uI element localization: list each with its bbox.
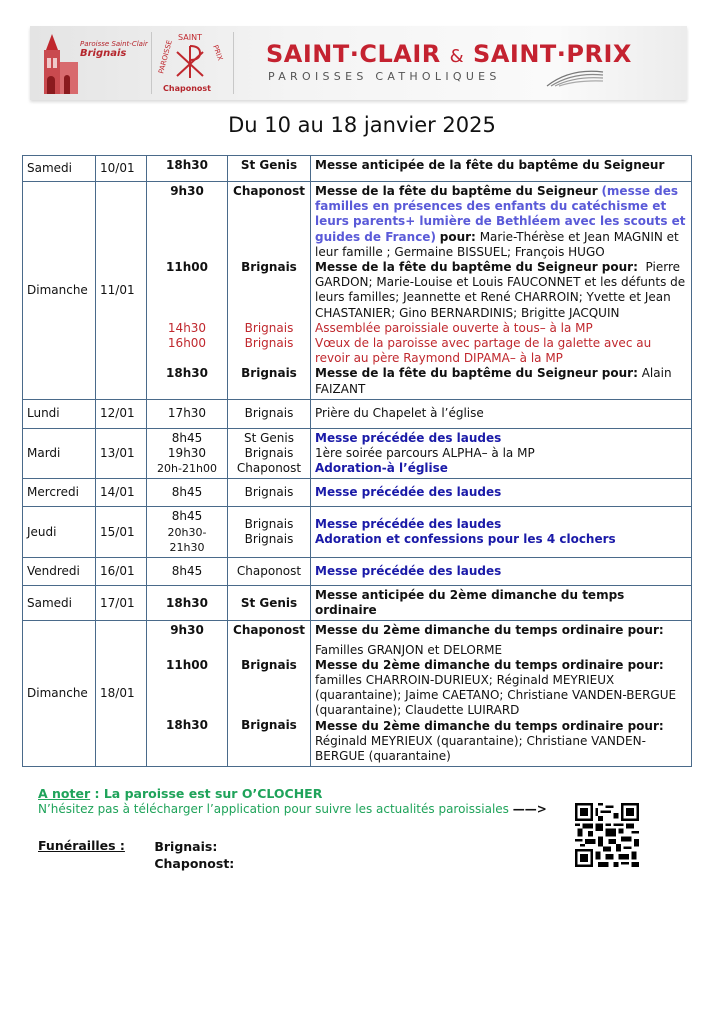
- day-cell: Samedi: [23, 156, 96, 182]
- svg-text:PAROISSE: PAROISSE: [157, 39, 174, 75]
- day-cell: Dimanche: [23, 182, 96, 400]
- saint-clair-logo: [38, 32, 148, 96]
- day-cell: Vendredi: [23, 558, 96, 586]
- place-cell: Chaponost: [228, 558, 311, 586]
- table-row: [23, 479, 692, 507]
- place-cell: St Genis Brignais Chaponost: [228, 428, 311, 479]
- notice-headline: La paroisse est sur O’CLOCHER: [103, 786, 323, 801]
- schedule-table: [22, 155, 692, 767]
- logo-left-line1: Paroisse Saint-Clair: [80, 40, 148, 48]
- place-cell: Chaponost Brignais Brignais Brignais Brignais: [228, 182, 311, 400]
- day-cell: Jeudi: [23, 507, 96, 558]
- day-cell: Lundi: [23, 399, 96, 428]
- funerals-place: Brignais:: [154, 839, 218, 854]
- date-cell: 17/01: [96, 586, 147, 621]
- funerals-label: Funérailles :: [38, 838, 125, 853]
- desc-cell: Messe anticipée du 2ème dimanche du temps ordinaire: [311, 586, 692, 621]
- logo-mid-bottom: Chaponost: [163, 84, 211, 93]
- place-cell: Chaponost Brignais Brignais: [228, 621, 311, 767]
- notice-text: N’hésitez pas à télécharger l’application pour suivre les actualités paroissiales: [38, 802, 509, 816]
- desc-cell: Messe anticipée de la fête du baptême du Seigneur: [311, 156, 692, 182]
- table-row: [23, 507, 692, 558]
- logo-left-line2: Brignais: [80, 48, 127, 59]
- funerals-block: [38, 838, 234, 872]
- time-cell: 8h45: [147, 558, 228, 586]
- place-cell: Brignais Brignais: [228, 507, 311, 558]
- desc-cell: Prière du Chapelet à l’église: [311, 399, 692, 428]
- day-cell: Mercredi: [23, 479, 96, 507]
- arrow-right-icon: ——>: [512, 802, 547, 816]
- svg-text:PRIX: PRIX: [211, 43, 225, 62]
- funerals-place: Chaponost:: [154, 856, 235, 871]
- swoosh-icon: [545, 64, 605, 88]
- notice-block: A noter : La paroisse est sur O’CLOCHER N’hésitez pas à télécharger l’application pour suivre les actualités paroissiales ——>: [38, 786, 547, 816]
- divider: [151, 32, 152, 94]
- date-cell: 18/01: [96, 621, 147, 767]
- time-cell: 9h30 11h00 14h30 16h00 18h30: [147, 182, 228, 400]
- place-cell: St Genis: [228, 156, 311, 182]
- day-cell: Samedi: [23, 586, 96, 621]
- date-cell: 13/01: [96, 428, 147, 479]
- notice-label: A noter: [38, 786, 91, 801]
- place-cell: St Genis: [228, 586, 311, 621]
- table-row: [23, 586, 692, 621]
- place-cell: Brignais: [228, 399, 311, 428]
- place-cell: Brignais: [228, 479, 311, 507]
- date-cell: 10/01: [96, 156, 147, 182]
- date-cell: 11/01: [96, 182, 147, 400]
- table-row: [23, 428, 692, 479]
- desc-cell: Messe précédée des laudes: [311, 558, 692, 586]
- date-cell: 12/01: [96, 399, 147, 428]
- table-row: [23, 182, 692, 400]
- table-row: [23, 156, 692, 182]
- time-cell: 8h45 19h30 20h-21h00: [147, 428, 228, 479]
- day-cell: Dimanche: [23, 621, 96, 767]
- time-cell: 8h45 20h30-21h30: [147, 507, 228, 558]
- brand-subtitle: PAROISSES CATHOLIQUES: [268, 70, 501, 83]
- date-cell: 14/01: [96, 479, 147, 507]
- time-cell: 18h30: [147, 156, 228, 182]
- saint-prix-logo: [155, 28, 225, 98]
- date-cell: 16/01: [96, 558, 147, 586]
- time-cell: 9h30 11h00 18h30: [147, 621, 228, 767]
- svg-text:SAINT: SAINT: [178, 33, 202, 42]
- chi-rho-icon: [155, 28, 225, 86]
- desc-cell: Messe précédée des laudes: [311, 479, 692, 507]
- date-cell: 15/01: [96, 507, 147, 558]
- table-row: [23, 621, 692, 767]
- day-cell: Mardi: [23, 428, 96, 479]
- desc-cell: Messe du 2ème dimanche du temps ordinaire pour: Familles GRANJON et DELORME Messe du 2ème dimanche du temps ordinaire pour: familles CHARROIN-DURIEUX; Réginald MEYRIEUX (quarantaine); Jaime CAETANO; Christiane VANDEN-BERGUE (quarantaine); Claudette LUIRARD Messe du 2ème dimanche du temps ordinaire pour: Réginald MEYRIEUX (quarantaine); Christiane VANDEN-BERGUE (quarantaine): [311, 621, 692, 767]
- table-row: [23, 399, 692, 428]
- time-cell: 17h30: [147, 399, 228, 428]
- desc-cell: Messe précédée des laudes 1ère soirée parcours ALPHA– à la MP Adoration-à l’église: [311, 428, 692, 479]
- brand-title: SAINT·CLAIR & SAINT·PRIX: [266, 40, 632, 68]
- time-cell: 18h30: [147, 586, 228, 621]
- qr-code-icon[interactable]: [575, 803, 639, 867]
- desc-cell: Messe de la fête du baptême du Seigneur (messe des familles en présences des enfants du catéchisme et leurs parents+ lumière de Bethléem avec les scouts et guides de France) pour: Marie-Thérèse et Jean MAGNIN et leur famille ; Germaine BISSUEL; François HUGO Messe de la fête du baptême du Seigneur pour: Pierre GARDON; Marie-Louise et Louis FAUCONNET et les défunts de leurs familles; Jeannette et René CHARROIN; Yvette et Jean CHASTANIER; Gino BERNARDINIS; Brigitte JACQUIN Assemblée paroissiale ouverte à tous– à la MP Vœux de la paroisse avec partage de la galette avec au revoir au père Raymond DIPAMA– à la MP Messe de la fête du baptême du Seigneur pour: Alain FAIZANT: [311, 182, 692, 400]
- divider: [233, 32, 234, 94]
- page-title: Du 10 au 18 janvier 2025: [228, 113, 496, 137]
- church-icon: [38, 32, 78, 94]
- time-cell: 8h45: [147, 479, 228, 507]
- table-row: [23, 558, 692, 586]
- header-banner: [30, 26, 687, 100]
- desc-cell: Messe précédée des laudes Adoration et confessions pour les 4 clochers: [311, 507, 692, 558]
